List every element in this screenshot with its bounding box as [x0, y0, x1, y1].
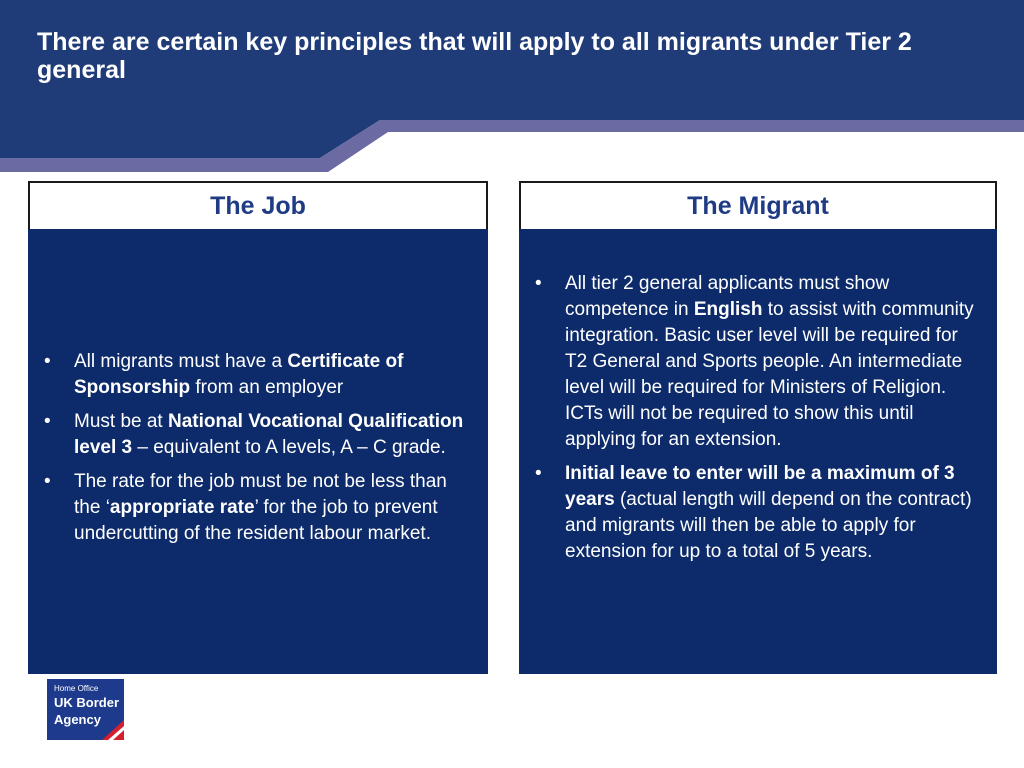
bullet-text: Must be at — [74, 410, 168, 432]
bullet-text: The rate for the job must be not be less than the ‘ — [74, 470, 447, 518]
bullet-bold-text: appropriate rate — [109, 496, 255, 518]
migrant-panel-heading: The Migrant — [519, 181, 997, 229]
logo-line-1: UK Border — [54, 695, 120, 710]
migrant-bullet-list — [529, 271, 983, 573]
bullet-text: ’ for the job to prevent undercutting of the resident labour market. — [74, 496, 438, 544]
header-background — [0, 0, 1024, 175]
bullet-item — [529, 461, 983, 565]
logo-line-2: Agency — [54, 712, 101, 727]
job-panel-body — [28, 229, 488, 674]
job-panel-heading: The Job — [28, 181, 488, 229]
migrant-panel-body — [519, 229, 997, 674]
header-banner — [0, 0, 1024, 175]
bullet-text: All tier 2 general applicants must show competence in — [565, 273, 890, 320]
bullet-bold-text: Certificate of Sponsorship — [74, 350, 404, 398]
bullet-item — [529, 271, 983, 453]
bullet-text: – equivalent to A levels, A – C grade. — [132, 436, 446, 458]
job-bullet-list — [38, 349, 474, 555]
logo-home-office: Home Office — [54, 684, 99, 693]
bullet-bold-text: English — [693, 299, 763, 320]
bullet-item — [38, 409, 474, 461]
uk-border-agency-logo — [47, 679, 124, 740]
bullet-bold-text: National Vocational Qualification level 3 — [74, 410, 464, 458]
bullet-text: (actual length will depend on the contract) and migrants will then be able to apply for extension for up to a total of 5 years. — [565, 489, 972, 562]
bullet-item — [38, 469, 474, 547]
bullet-item — [38, 349, 474, 401]
bullet-text: from an employer — [190, 376, 344, 398]
logo-flag-corner-icon — [102, 720, 124, 740]
bullet-text: to assist with community integration. Basic user level will be required for T2 General and Sports people. An intermediate level will be required for Ministers of Religion. ICTs will not be required to show this until applying for an extension. — [565, 299, 974, 450]
bullet-bold-text: Initial leave to enter will be a maximum of 3 years — [565, 463, 955, 510]
job-panel — [28, 181, 488, 674]
bullet-text: All migrants must have a — [74, 350, 288, 372]
migrant-panel — [519, 181, 997, 674]
page-title: There are certain key principles that will apply to all migrants under Tier 2 general — [37, 28, 912, 84]
